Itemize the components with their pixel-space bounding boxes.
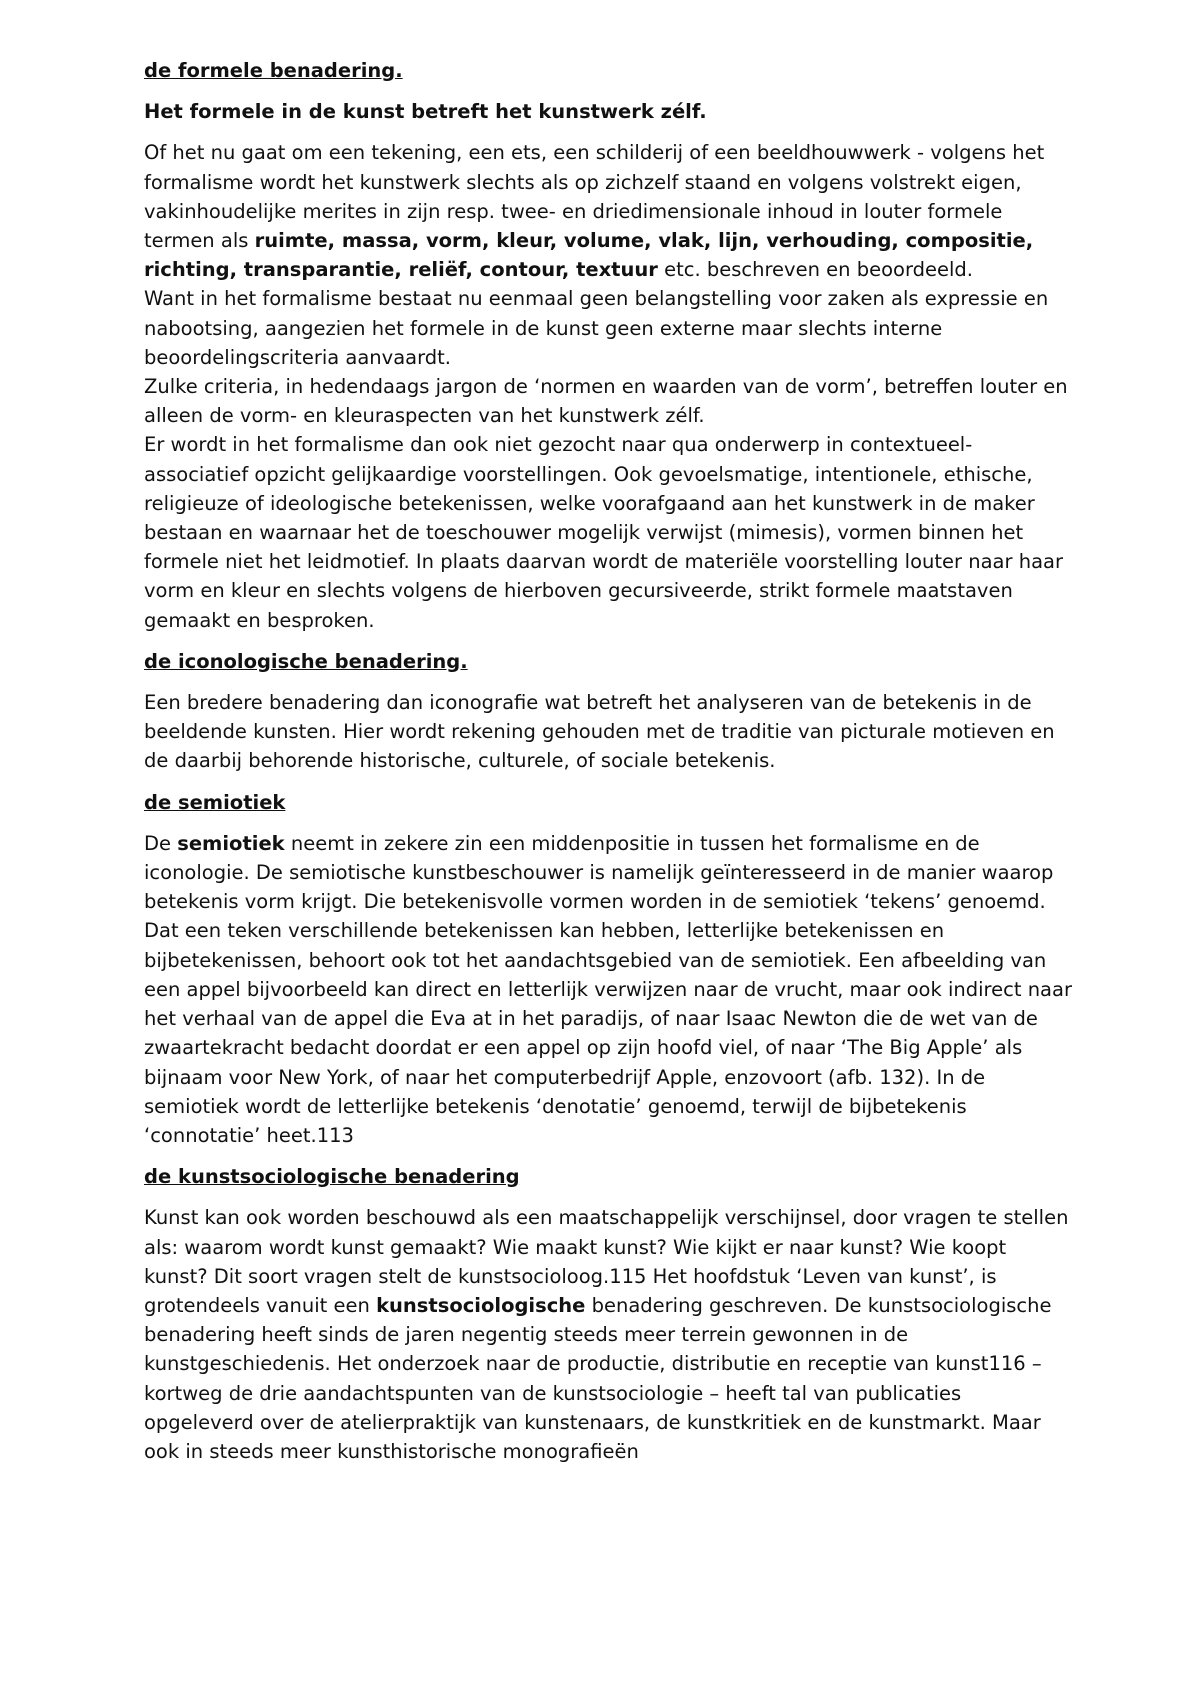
term-richting: richting — [144, 258, 230, 282]
text-run: De — [144, 831, 172, 855]
term-sep: , — [481, 229, 497, 253]
section-heading-iconologische: de iconologische benadering. — [144, 649, 468, 673]
paragraph-semiotiek-p1 — [144, 829, 1074, 1150]
text-run: Of het nu gaat om een tekening, een ets, een schilderij of een beeldhouwwerk - volgens het formalisme wordt het kunstwerk slechts als op zichzelf staand en volgens volstrekt eigen, vakinhoudelijke merites in zijn resp. twee- en driedimensionale inhoud in louter formele termen als — [144, 141, 1045, 253]
text-run: benadering geschreven. De kunstsociologische benadering heeft sinds de jaren negentig steeds meer terrein gewonnen in de kunstgeschiedenis. Het onderzoek naar de productie, distributie en receptie van kunst116 – kortweg de drie aandachtspunten van de kunstsociologie – heeft tal van publicaties opgeleverd over de atelierpraktijk van kunstenaars, de kunstkritiek en de kunstmarkt. Maar ook in steeds meer kunsthistorische monografieën — [144, 1293, 1052, 1463]
term-sep: , — [394, 258, 409, 282]
term-sep: , — [561, 258, 577, 282]
text-run: neemt in zekere zin een middenpositie in tussen het formalisme en de iconologie. De semiotische kunstbeschouwer is namelijk geïnteresseerd in de manier waarop betekenis vorm krijgt. Die betekenisvolle vormen worden in de semiotiek ‘tekens’ genoemd. Dat een teken verschillende betekenissen kan hebben, letterlijke betekenissen en bijbetekenissen, behoort ook tot het aandachtsgebied van de semiotiek. Een afbeelding van een appel bijvoorbeeld kan direct en letterlijk verwijzen naar de vrucht, maar ook indirect naar het verhaal van de appel die Eva at in het paradijs, of naar Isaac Newton die de wet van de zwaartekracht bedacht doordat er een appel op zijn hoofd viel, of naar ‘The Big Apple’ als bijnaam voor New York, of naar het computerbedrijf Apple, enzovoort (afb. 132). In de semiotiek wordt de letterlijke betekenis ‘denotatie’ genoemd, terwijl de bijbetekenis ‘connotatie’ heet.113 — [144, 831, 1072, 1147]
term-ruimte: ruimte — [254, 229, 328, 253]
paragraph-iconologische-p1: Een bredere benadering dan iconografie wat betreft het analyseren van de betekenis in de beeldende kunsten. Hier wordt rekening gehouden met de traditie van picturale motieven en de daarbij behorende historische, culturele, of sociale betekenis. — [144, 691, 1055, 773]
term-contour: contour — [479, 258, 562, 282]
term-compositie: compositie — [905, 229, 1026, 253]
term-kleur: kleur — [496, 229, 550, 253]
term-massa: massa — [341, 229, 412, 253]
paragraph-formele-p1 — [144, 138, 1074, 284]
term-relief: reliëf — [408, 258, 466, 282]
term-sep: , — [891, 229, 906, 253]
text-run: Kunst kan ook worden beschouwd als een maatschappelijk verschijnsel, door vragen te stellen als: waarom wordt kunst gemaakt? Wie maakt kunst? Wie kijkt er naar kunst? Wie koopt kunst? Dit soort vragen stelt de kunstsocioloog.115 Het hoofdstuk ‘Leven van kunst’, is grotendeels vanuit een — [144, 1206, 1069, 1317]
term-volume: volume — [563, 229, 645, 253]
term-textuur: textuur — [576, 258, 658, 282]
term-vlak: vlak — [658, 229, 704, 253]
paragraph-kunstsociologische-p1 — [144, 1203, 1074, 1466]
term-sep: , — [549, 229, 564, 253]
term-transparantie: transparantie — [243, 258, 395, 282]
section-heading-semiotiek: de semiotiek — [144, 790, 286, 814]
term-sep: , — [411, 229, 426, 253]
term-sep: , — [229, 258, 244, 282]
paragraph-formele-p3: Zulke criteria, in hedendaags jargon de ‘normen en waarden van de vorm’, betreffen louter en alleen de vorm- en kleuraspecten van het kunstwerk zélf. — [144, 375, 1068, 428]
section-heading-kunstsociologische: de kunstsociologische benadering — [144, 1165, 520, 1189]
term-sep: , — [703, 229, 719, 253]
paragraph-formele — [144, 138, 1074, 634]
paragraph-formele-p2: Want in het formalisme bestaat nu eenmaal geen belangstelling voor zaken als expressie en nabootsing, aangezien het formele in de kunst geen externe maar slechts interne beoordelingscriteria aanvaardt. — [144, 287, 1049, 369]
text-run: etc. beschreven en beoordeeld. — [664, 258, 973, 282]
section-heading-formele: de formele benadering. — [144, 59, 403, 82]
term-sep: , — [465, 258, 480, 282]
term-verhouding: verhouding — [766, 229, 892, 253]
document-page — [144, 56, 1074, 1478]
term-vorm: vorm — [425, 229, 482, 253]
term-lijn: lijn — [718, 229, 752, 253]
term-sep: , — [327, 229, 342, 253]
section-subheading-formele: Het formele in de kunst betreft het kunstwerk zélf. — [144, 100, 707, 124]
term-sep: , — [752, 229, 767, 253]
term-kunstsociologische: kunstsociologische — [376, 1293, 586, 1317]
term-semiotiek: semiotiek — [177, 831, 285, 855]
paragraph-formele-p4: Er wordt in het formalisme dan ook niet gezocht naar qua onderwerp in contextueel-associatief opzicht gelijkaardige voorstellingen. Ook gevoelsmatige, intentionele, ethische, religieuze of ideologische betekenissen, welke voorafgaand aan het kunstwerk in de maker bestaan en waarnaar het de toeschouwer mogelijk verwijst (mimesis), vormen binnen het formele niet het leidmotief. In plaats daarvan wordt de materiële voorstelling louter naar haar vorm en kleur en slechts volgens de hierboven gecursiveerde, strikt formele maatstaven gemaakt en besproken. — [144, 433, 1063, 632]
paragraph-kunstsociologische — [144, 1203, 1074, 1466]
paragraph-iconologische — [144, 688, 1074, 776]
term-sep: , — [1025, 229, 1034, 253]
paragraph-semiotiek — [144, 829, 1074, 1150]
term-sep: , — [644, 229, 659, 253]
